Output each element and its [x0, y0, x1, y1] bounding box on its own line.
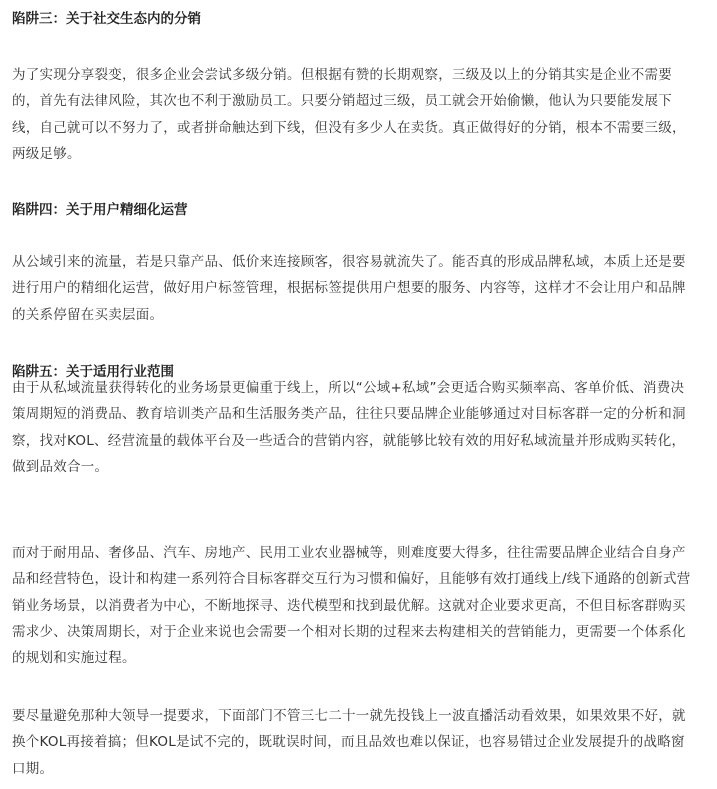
text-line: 的关系停留在买卖层面。: [12, 306, 164, 323]
text-line: 策周期短的消费品、教育培训类产品和生活服务类产品，往往只要品牌企业能够通过对目标客群一定的分析和洞: [12, 406, 686, 423]
paragraph-user-operations: [12, 249, 705, 328]
text-line: 换个KOL再接着搞；但KOL是试不完的，既耽误时间，而且品效也难以保证，也容易错过企业发展提升的战略窗: [12, 734, 685, 751]
section-heading-trap-5: 陷阱五：关于适用行业范围: [12, 364, 174, 380]
text-line: 需求少、决策周期长，对于企业来说也会需要一个相对长期的过程来去构建相关的营销能力，更需要一个体系化: [12, 623, 686, 640]
text-line: 的规划和实施过程。: [12, 650, 136, 667]
text-line: 要尽量避免那种大领导一提要求，下面部门不管三七二十一就先投钱上一波直播活动看效果，如果效果不好，就: [12, 708, 686, 724]
paragraph-distribution: [12, 62, 705, 167]
text-line: 做到品效合一。: [12, 458, 109, 475]
text-line: 从公域引来的流量，若是只靠产品、低价来连接顾客，很容易就流失了。能否真的形成品牌私域，本质上还是要: [12, 254, 686, 270]
text-line: 为了实现分享裂变，很多企业会尝试多级分销。但根据有赞的长期观察，三级及以上的分销其实是企业不需要: [12, 67, 672, 83]
text-line: 线，自己就可以不努力了，或者拼命触达到下线，但没有多少人在卖货。真正做得好的分销，根本不需要三级，: [12, 119, 686, 136]
text-line: 销业务场景，以消费者为中心，不断地探寻、迭代模型和找到最优解。这就对企业要求更高，不但目标客群购买: [12, 597, 686, 614]
paragraph-avoid-blind-investment: [12, 703, 705, 782]
text-line: 进行用户的精细化运营，做好用户标签管理，根据标签提供用户想要的服务、内容等，这样才不会让用户和品牌: [12, 280, 686, 297]
text-line: 两级足够。: [12, 145, 81, 162]
section-heading-trap-3: 陷阱三：关于社交生态内的分销: [12, 11, 201, 27]
text-line: 口期。: [12, 760, 54, 777]
text-line: 由于从私域流量获得转化的业务场景更偏重于线上，所以“公域+私域”会更适合购买频率高、客单价低、消费决: [12, 380, 685, 396]
text-line: 的，首先有法律风险，其次也不利于激励员工。只要分销超过三级，员工就会开始偷懒，他认为只要能发展下: [12, 93, 672, 110]
text-line: 品和经营特色，设计和构建一系列符合目标客群交互行为习惯和偏好，且能够有效打通线上/线下通路的创新式营: [12, 571, 691, 588]
text-line: 察，找对KOL、经营流量的载体平台及一些适合的营销内容，就能够比较有效的用好私域流量并形成购买转化，: [12, 432, 686, 449]
paragraph-durable-goods: [12, 540, 705, 671]
section-heading-trap-4: 陷阱四：关于用户精细化运营: [12, 202, 188, 218]
paragraph-applicable-industries: [12, 375, 705, 480]
text-line: 而对于耐用品、奢侈品、汽车、房地产、民用工业农业器械等，则难度要大得多，往往需要品牌企业结合自身产: [12, 545, 686, 561]
